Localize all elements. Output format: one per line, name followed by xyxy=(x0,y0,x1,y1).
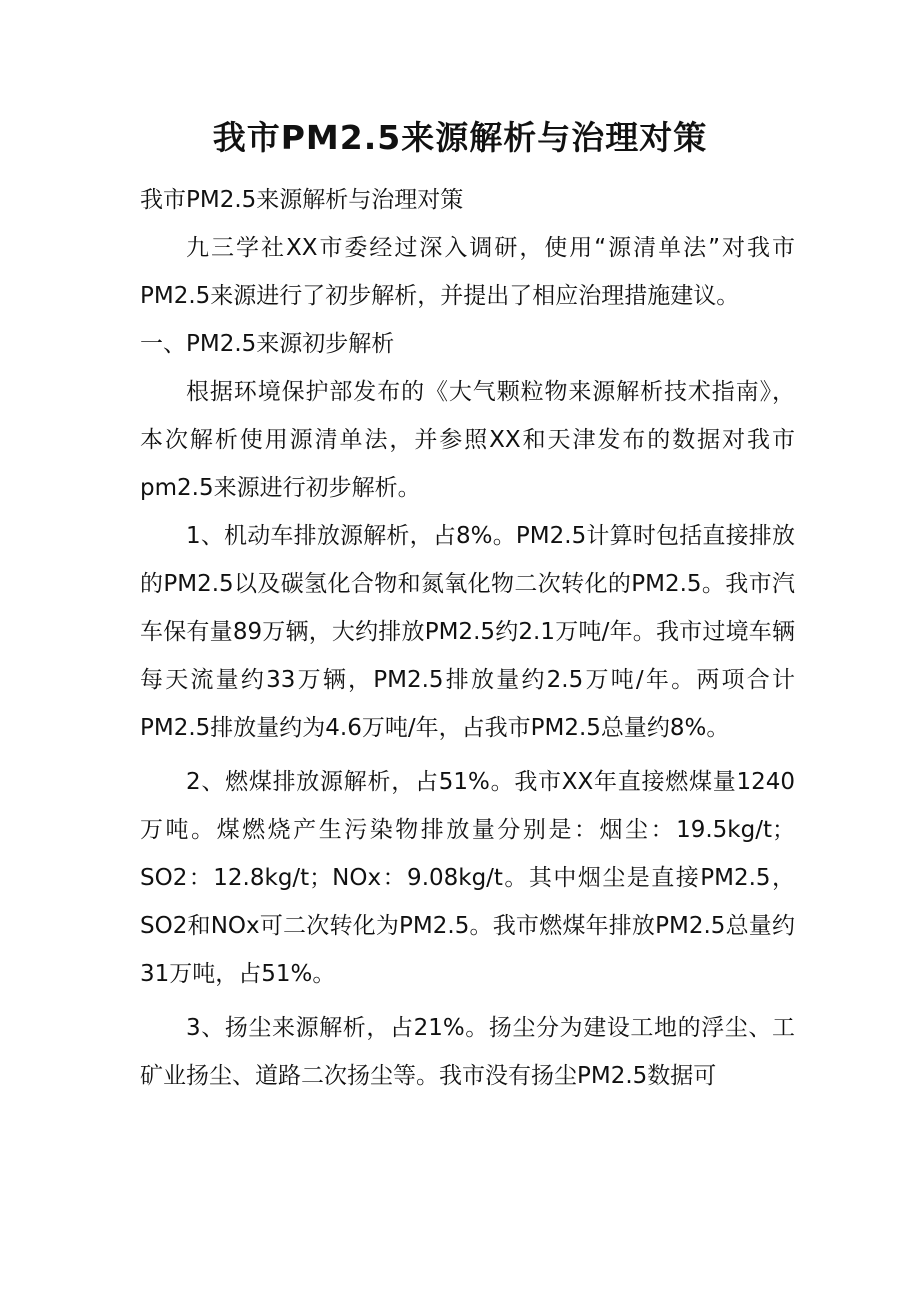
section-intro-paragraph: 根据环境保护部发布的《大气颗粒物来源解析技术指南》，本次解析使用源清单法，并参照XX和天津发布的数据对我市pm2.5来源进行初步解析。 xyxy=(140,379,795,501)
vehicle-source-paragraph: 1、机动车排放源解析，占8%。PM2.5计算时包括直接排放的PM2.5以及碳氢化合物和氮氧化物二次转化的PM2.5。我市汽车保有量89万辆，大约排放PM2.5约2.1万吨/年。我市过境车辆每天流量约33万辆，PM2.5排放量约2.5万吨/年。两项合计PM2.5排放量约为4.6万吨/年，占我市PM2.5总量约8%。 xyxy=(140,523,795,741)
document-subtitle: 我市PM2.5来源解析与治理对策 xyxy=(140,187,464,213)
intro-paragraph: 九三学社XX市委经过深入调研，使用“源清单法”对我市PM2.5来源进行了初步解析，并提出了相应治理措施建议。 xyxy=(140,235,795,309)
document-title: 我市PM2.5来源解析与治理对策 xyxy=(212,118,708,157)
section-heading: 一、PM2.5来源初步解析 xyxy=(140,331,395,357)
dust-source-paragraph: 3、扬尘来源解析，占21%。扬尘分为建设工地的浮尘、工矿业扬尘、道路二次扬尘等。我市没有扬尘PM2.5数据可 xyxy=(140,1015,795,1089)
document-body xyxy=(140,176,795,1100)
coal-source-paragraph: 2、燃煤排放源解析，占51%。我市XX年直接燃煤量1240万吨。煤燃烧产生污染物排放量分别是：烟尘：19.5kg/t；SO2：12.8kg/t；NOx：9.08kg/t。其中烟尘是直接PM2.5，SO2和NOx可二次转化为PM2.5。我市燃煤年排放PM2.5总量约31万吨，占51%。 xyxy=(140,769,795,987)
